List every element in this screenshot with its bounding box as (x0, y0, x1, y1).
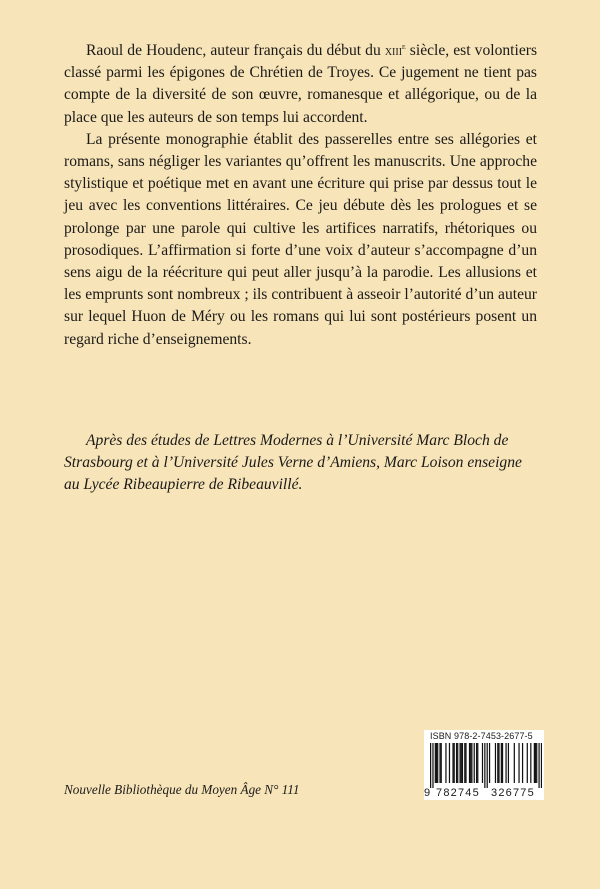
barcode-bar (461, 743, 462, 783)
barcode-bar (432, 743, 433, 788)
barcode-bar (465, 743, 466, 783)
barcode-bar (471, 743, 472, 783)
barcode-bar (484, 743, 485, 788)
barcode-bar (430, 743, 431, 788)
barcode-bar (541, 743, 542, 788)
barcode-digits (424, 787, 548, 801)
barcode-digits-right: 326775 (491, 787, 535, 799)
series-title: Nouvelle Bibliothèque du Moyen Âge N° 111 (64, 782, 300, 797)
summary-p1-end: siècle, est volontiers classé parmi les épigones de Chrétien de Troyes. Ce jugement ne tient pas compte de la diversité de son œuvre, romanesque et allégorique, ou de la place que les auteurs de son temps lui accordent. (64, 42, 538, 126)
summary-paragraph-1 (64, 40, 537, 129)
barcode-bar (495, 743, 496, 783)
summary-p1-start: Raoul de Houdenc, auteur français du début du (86, 42, 381, 59)
barcode-bar (477, 743, 478, 783)
barcode-bar (436, 743, 437, 783)
barcode-bar (534, 743, 535, 783)
barcode-bar (536, 743, 537, 783)
barcode-bar (489, 743, 490, 783)
barcode-bar (501, 743, 502, 783)
barcode-bar (498, 743, 499, 783)
barcode-digit-first: 9 (424, 787, 431, 799)
barcode-bar (439, 743, 440, 783)
barcode-bar (456, 743, 457, 783)
barcode-bar (497, 743, 498, 783)
author-bio-text: Après des études de Lettres Modernes à l’Université Marc Bloch de Strasbourg et à l’Université Jules Verne d’Amiens, Marc Loison enseigne au Lycée Ribeaupierre de Ribeauvillé. (64, 432, 522, 494)
barcode-bar (508, 743, 509, 783)
century-suffix: e (402, 41, 406, 52)
barcode-bar (502, 743, 503, 783)
barcode-bar (452, 743, 453, 783)
barcode-bar (459, 743, 460, 783)
book-summary (64, 40, 537, 351)
barcode-bar (462, 743, 463, 783)
barcode-bar (476, 743, 477, 783)
barcode-bar (538, 743, 539, 788)
barcode-bar (505, 743, 506, 783)
barcode-bar (437, 743, 438, 783)
barcode-bar (522, 743, 523, 783)
barcode-digits-left: 782745 (436, 787, 480, 799)
barcode-bar (535, 743, 536, 783)
barcode-bar (435, 743, 436, 783)
barcode-bar (441, 743, 442, 783)
barcode-bar (482, 743, 483, 783)
barcode-bar (474, 743, 475, 783)
barcode-bar (445, 743, 446, 783)
century-numeral: xiii$^e$ (384, 41, 406, 59)
barcode-bar (469, 743, 470, 783)
barcode-bar (527, 743, 528, 783)
author-bio (64, 430, 537, 497)
barcode-bar (514, 743, 515, 783)
barcode-bar (464, 743, 465, 783)
barcode-bar (457, 743, 458, 783)
barcode-bar (454, 743, 455, 783)
isbn-label: ISBN 978-2-7453-2677-5 (430, 731, 533, 741)
barcode-bar (530, 743, 531, 783)
barcode-bar (449, 743, 450, 783)
summary-paragraph-2: La présente monographie établit des passerelles entre ses allégories et romans, sans négliger les variantes qu’offrent les manuscrits. Une approche stylistique et poétique met en avant une écriture qui prise par dessus tout le jeu avec les conventions littéraires. Ce jeu débute dès les prologues et se prolonge par une parole qui cultive les artifices narratifs, rhétoriques ou prosodiques. L’affirmation si forte d’une voix d’auteur s’accompagne d’un sens aigu de la réécriture qui peut aller jusqu’à la parodie. Les allusions et les emprunts sont nombreux ; ils contribuent à asseoir l’autorité d’un auteur sur lequel Huon de Méry ou les romans qui lui sont postérieurs posent un regard riche d’enseignements. (64, 130, 537, 348)
barcode-bar (470, 743, 471, 783)
barcode (430, 743, 542, 788)
barcode-bar (518, 743, 519, 783)
barcode-bar (487, 743, 488, 788)
